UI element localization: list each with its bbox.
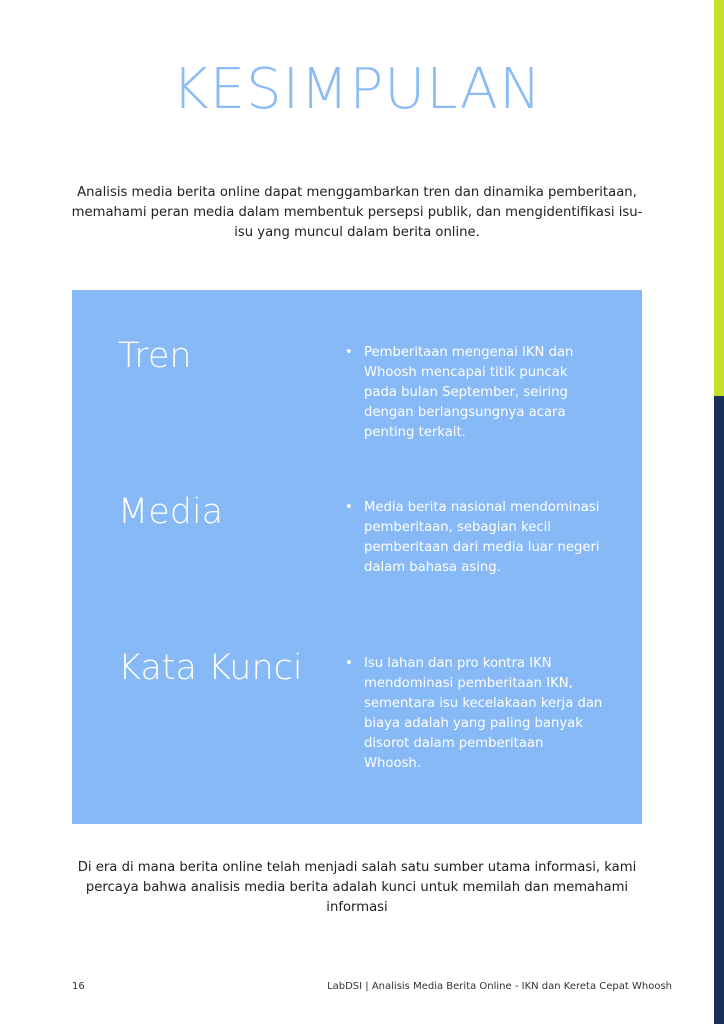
summary-list-tren xyxy=(342,343,604,443)
summary-bullet-kata-kunci: • Isu lahan dan pro kontra IKN mendominasi pemberitaan IKN, sementara isu kecelakaan kerja dan biaya adalah yang paling banyak disorot dalam pemberitaan Whoosh. xyxy=(342,654,604,774)
intro-paragraph: Analisis media berita online dapat menggambarkan tren dan dinamika pemberitaan, memahami peran media dalam membentuk persepsi publik, dan mengidentifikasi isu-isu yang muncul dalam berita online. xyxy=(71,185,643,240)
summary-label-kata-kunci: Kata Kunci xyxy=(118,648,303,688)
summary-label-media: Media xyxy=(118,492,224,532)
footer-text: LabDSI | Analisis Media Berita Online - IKN dan Kereta Cepat Whoosh xyxy=(327,981,672,992)
summary-label-tren: Tren xyxy=(118,336,192,376)
outro-paragraph: Di era di mana berita online telah menjadi salah satu sumber utama informasi, kami percaya bahwa analisis media berita adalah kunci untuk memilah dan memahami informasi xyxy=(77,860,637,915)
page-title: KESIMPULAN xyxy=(172,57,542,122)
page-number: 16 xyxy=(72,981,85,992)
summary-panel xyxy=(72,290,642,824)
side-accent-bar-navy xyxy=(714,396,724,1024)
summary-bullet-tren: • Pemberitaan mengenai IKN dan Whoosh mencapai titik puncak pada bulan September, seiring dengan berlangsungnya acara penting terkait. xyxy=(342,343,604,443)
summary-list-kata-kunci xyxy=(342,654,604,774)
summary-bullet-media: • Media berita nasional mendominasi pemberitaan, sebagian kecil pemberitaan dari media luar negeri dalam bahasa asing. xyxy=(342,498,604,578)
summary-list-media xyxy=(342,498,604,578)
side-accent-bar-green xyxy=(714,0,724,396)
